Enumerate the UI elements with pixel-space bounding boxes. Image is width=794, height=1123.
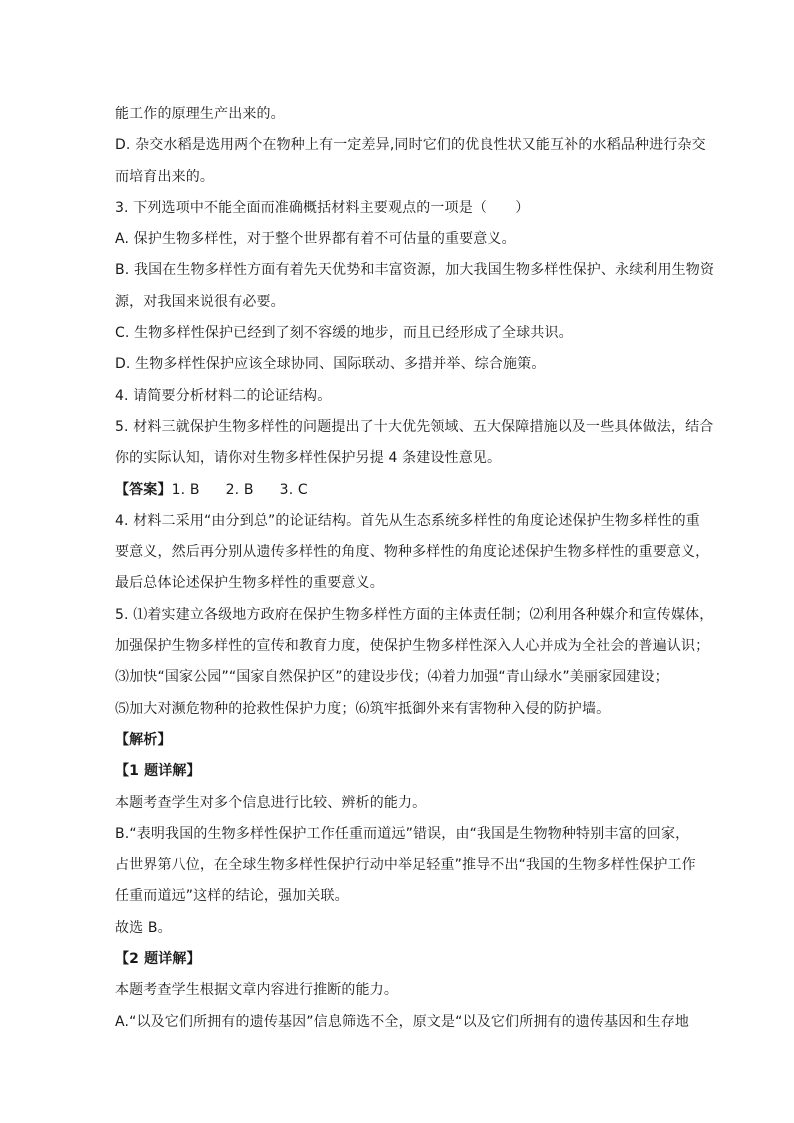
q1-text-line: 故选 B。 (115, 919, 172, 936)
text-line: 而培育出来的。 (115, 168, 215, 185)
answer-text-line: 5. ⑴着实建立各级地方政府在保护生物多样性方面的主体责任制；⑵利用各种媒介和宣传媒体， (115, 606, 714, 623)
question-5: 5. 材料三就保护生物多样性的问题提出了十大优先领域、五大保障措施以及一些具体做法，结合 (115, 418, 714, 435)
answer-text-line: 要意义，然后再分别从遗传多样性的角度、物种多样性的角度论述保护生物多样性的重要意义， (115, 544, 710, 561)
answer-line (115, 475, 705, 506)
question-4: 4. 请简要分析材料二的论证结构。 (115, 387, 332, 404)
option-c: C. 生物多样性保护已经到了刻不容缓的地步，而且已经形成了全球共识。 (115, 325, 573, 342)
answer-text-line: ⑸加大对濒危物种的抢救性保护力度；⑹筑牢抵御外来有害物种入侵的防护墙。 (115, 700, 611, 717)
q2-text-line: A.“以及它们所拥有的遗传基因”信息筛选不全，原文是“以及它们所拥有的遗传基因和生存地 (115, 1013, 689, 1030)
q1-text-line: 本题考查学生对多个信息进行比较、辨析的能力。 (115, 794, 427, 811)
answer-text-line: ⑶加快“国家公园”“国家自然保护区”的建设步伐；⑷着力加强“青山绿水”美丽家园建设； (115, 669, 669, 686)
option-d: D. 生物多样性保护应该全球协同、国际联动、多措并举、综合施策。 (115, 356, 546, 373)
answer-item: 2. B (225, 481, 254, 498)
answer-item: 3. C (279, 481, 308, 498)
option-a: A. 保护生物多样性，对于整个世界都有着不可估量的重要意义。 (115, 231, 516, 248)
q1-text-line: 占世界第八位，在全球生物多样性保护行动中举足轻重”推导不出“我国的生物多样性保护工作 (115, 857, 696, 874)
q2-text-line: 本题考查学生根据文章内容进行推断的能力。 (115, 982, 398, 999)
answer-text-line: 加强保护生物多样性的宣传和教育力度，使保护生物多样性深入人心并成为全社会的普遍认识； (115, 638, 710, 655)
answer-item: 1. B (171, 481, 200, 498)
text-line: 你的实际认知，请你对生物多样性保护另提 4 条建设性意见。 (115, 450, 502, 467)
q1-text-line: B.“表明我国的生物多样性保护工作任重而道远”错误，由“我国是生物物种特别丰富的回家， (115, 825, 690, 842)
q1-text-line: 任重而道远”这样的结论，强加关联。 (115, 888, 349, 905)
document-body (115, 99, 715, 1038)
q2-detail-label: 【2 题详解】 (115, 951, 201, 968)
text-line: 源，对我国来说很有必要。 (115, 293, 285, 310)
analysis-label: 【解析】 (115, 731, 172, 748)
text-line: 能工作的原理生产出来的。 (115, 106, 285, 122)
option-b: B. 我国在生物多样性方面有着先天优势和丰富资源，加大我国生物多样性保护、永续利用生物资 (115, 262, 715, 279)
text-line: D. 杂交水稻是选用两个在物种上有一定差异,同时它们的优良性状又能互补的水稻品种进行杂交 (115, 137, 706, 154)
answer-label: 【答案】 (115, 481, 172, 498)
answer-text-line: 最后总体论述保护生物多样性的重要意义。 (115, 575, 384, 592)
question-3: 3. 下列选项中不能全面而准确概括材料主要观点的一项是（ ） (115, 199, 530, 216)
answer-text-line: 4. 材料二采用“由分到总”的论证结构。首先从生态系统多样性的角度论述保护生物多样性的重 (115, 512, 700, 529)
q1-detail-label: 【1 题详解】 (115, 763, 201, 780)
